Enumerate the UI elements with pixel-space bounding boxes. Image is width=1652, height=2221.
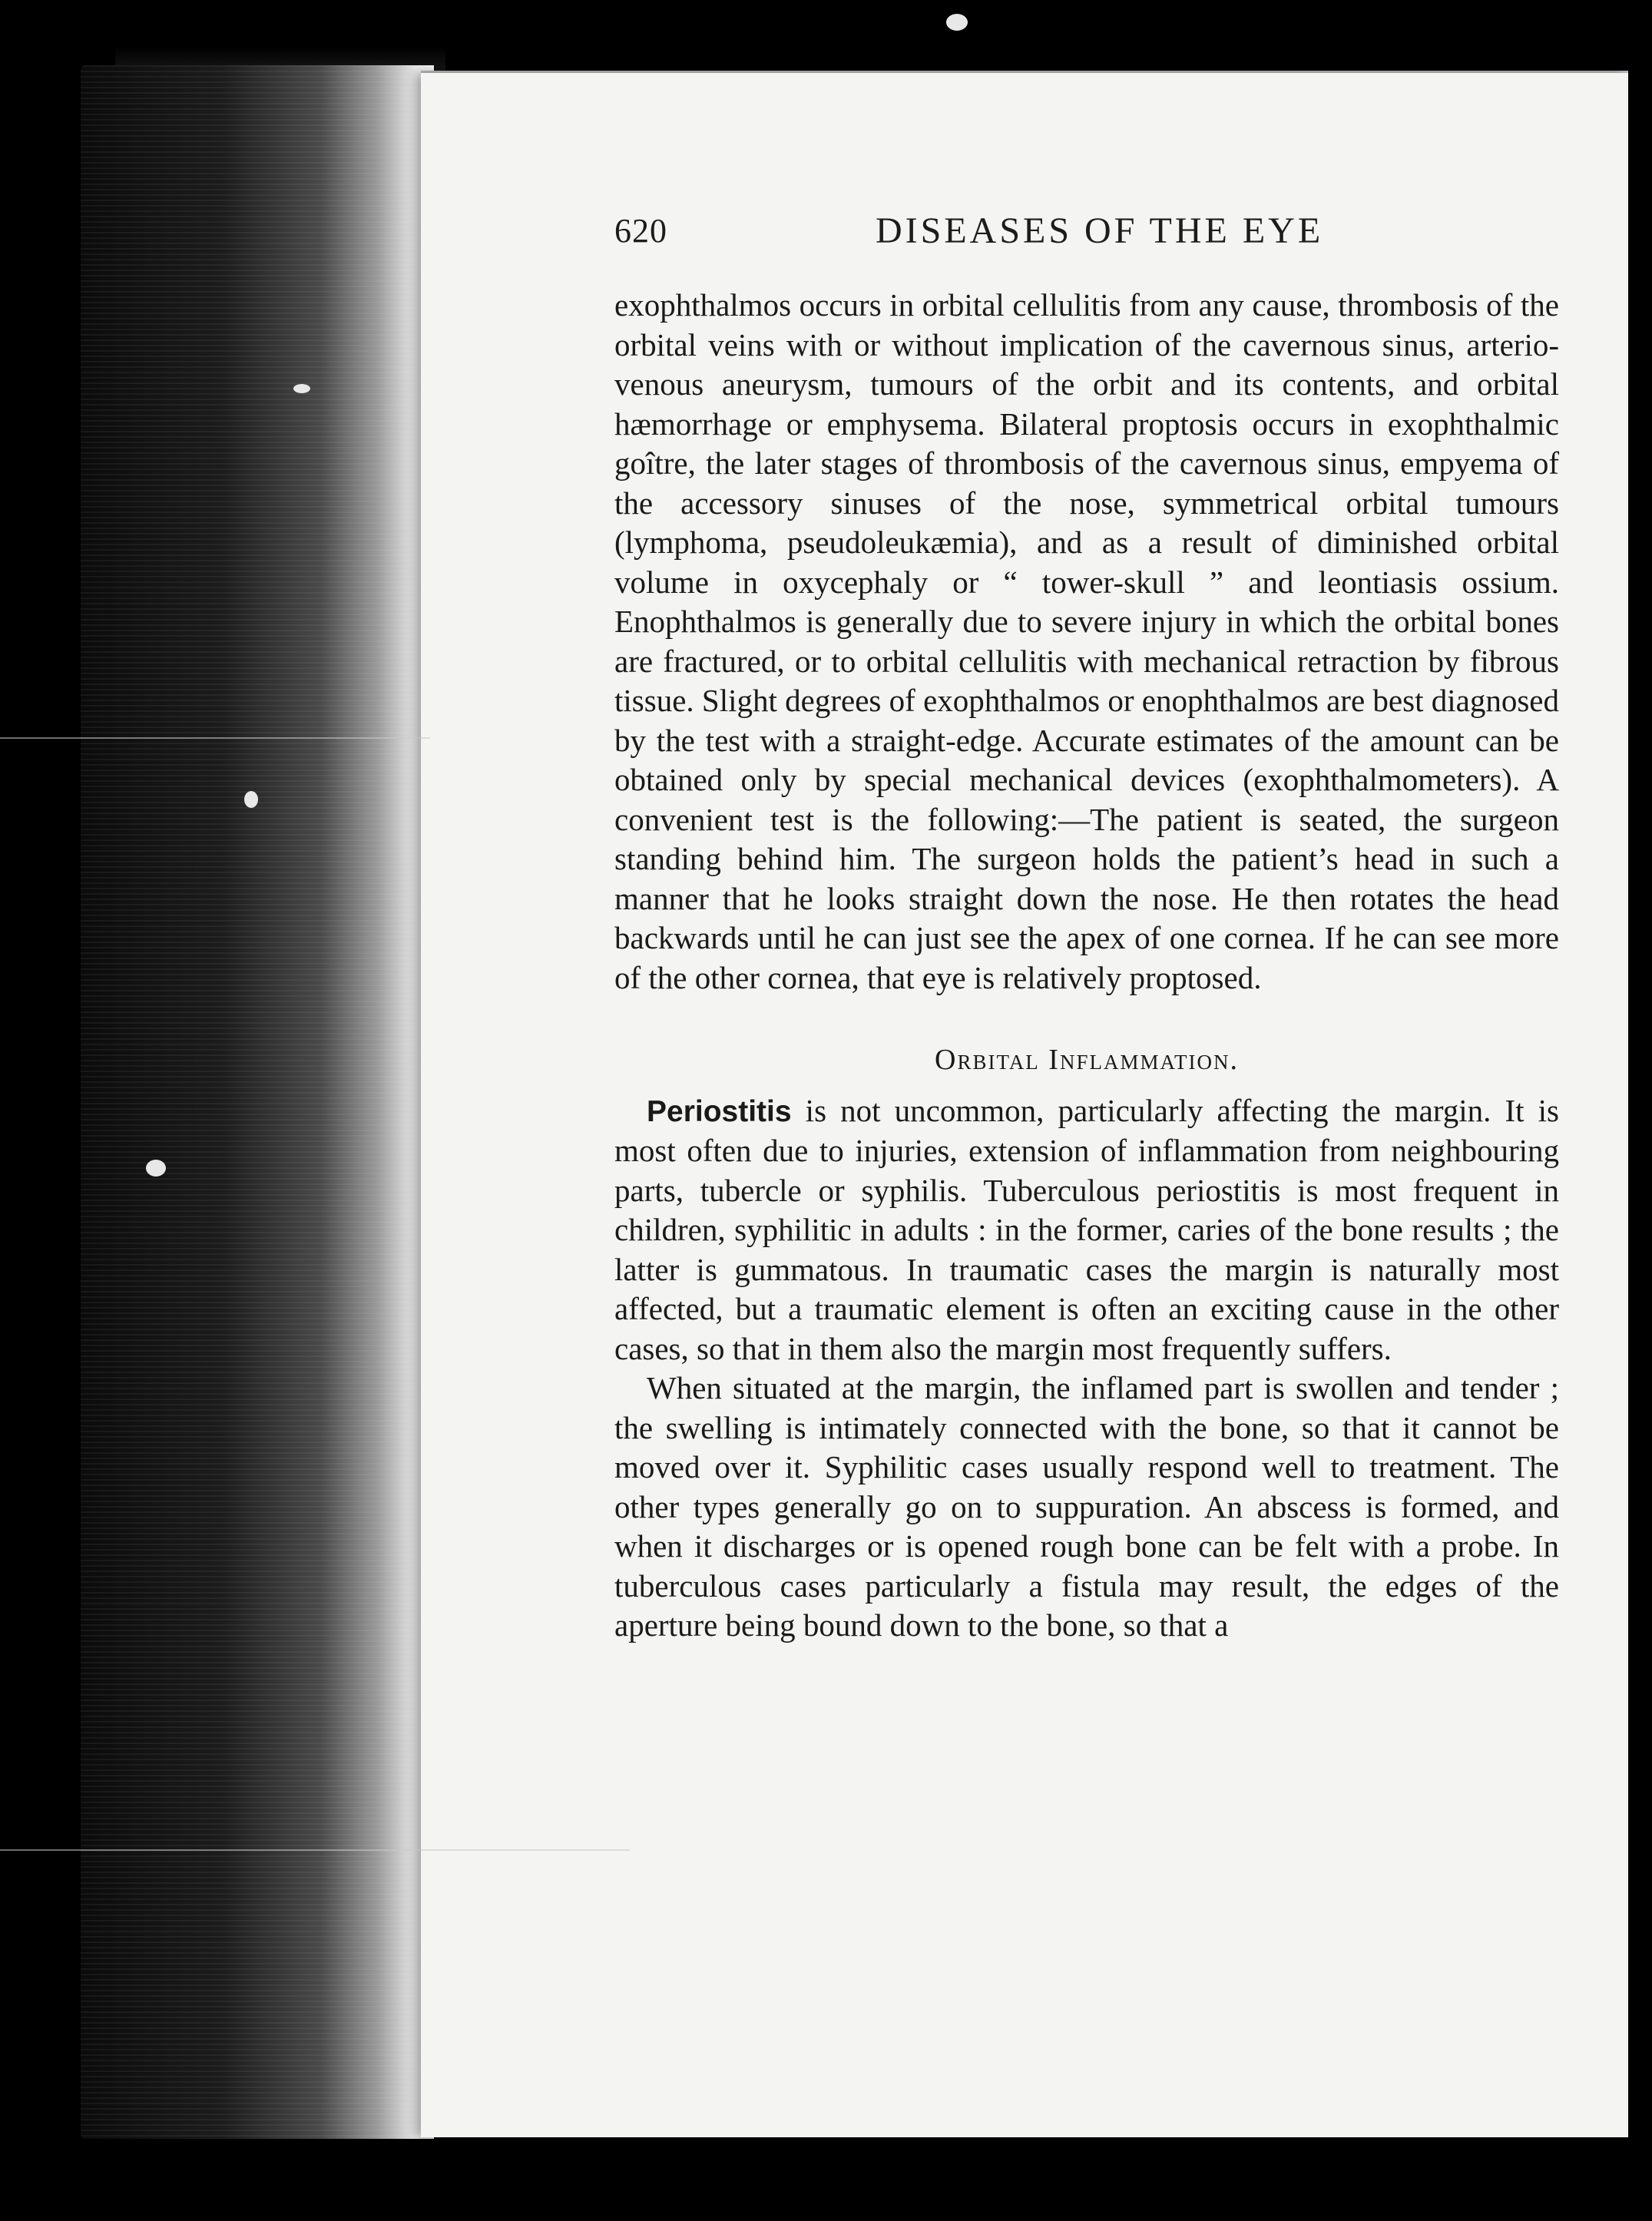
section-heading: Orbital Inflammation. bbox=[935, 1044, 1239, 1076]
body-paragraph bbox=[614, 1091, 1559, 1369]
running-head: DISEASES OF THE EYE bbox=[876, 210, 1324, 251]
dust-speck bbox=[946, 14, 968, 31]
defined-term: Periostitis bbox=[647, 1094, 792, 1128]
scan-artifact-line bbox=[0, 1849, 630, 1851]
scan-artifact-line bbox=[0, 737, 430, 739]
body-paragraph: When situated at the margin, the inflamed part is swollen and tender ; the swelling is intimately connected with the bone, so that it cannot be moved over it. Syphilitic cases usually respond well to treatment. The other types generally go on to suppuration. An abscess is formed, and when it discharges or is opened rough bone can be felt with a probe. In tuberculous cases particularly a fistula may result, the edges of the aperture being bound down to the bone, so that a bbox=[614, 1370, 1559, 1643]
book-page-edges bbox=[81, 65, 434, 2139]
dust-speck bbox=[146, 1160, 166, 1177]
text-column bbox=[614, 286, 1559, 1646]
body-paragraph: exophthalmos occurs in orbital cellulitis from any cause, thrombosis of the orbital veins with or without implication of the cavernous sinus, arterio-venous aneurysm, tumours of the orbit and its contents, and orbital hæmorrhage or emphysema. Bilateral proptosis occurs in exophthalmic goître, the later stages of thrombosis of the cavernous sinus, empyema of the accessory sinuses of the nose, symmetrical orbital tumours (lymphoma, pseudoleukæmia), and as a result of diminished orbital volume in oxycephaly or “ tower-skull ” and leontiasis ossium. Enophthalmos is generally due to severe injury in which the orbital bones are fractured, or to orbital cellulitis with mechanical retraction by fibrous tissue. Slight degrees of exophthalmos or enophthalmos are best diagnosed by the test with a straight-edge. Accurate estimates of the amount can be obtained only by special mechanical devices (exophthalmometers). A convenient test is the following:—The patient is seated, the surgeon standing behind him. The surgeon holds the patient’s head in such a manner that he looks straight down the nose. He then rotates the head backwards until he can just see the apex of one cornea. If he can see more of the other cornea, that eye is relatively proptosed. bbox=[614, 287, 1559, 995]
page-header bbox=[614, 204, 1559, 265]
dust-speck bbox=[293, 384, 310, 393]
page-number: 620 bbox=[614, 212, 667, 250]
paragraph-text: is not uncommon, particularly affecting the margin. It is most often due to injuries, extension of inflammation from neighbouring parts, tubercle or syphilis. Tuberculous periostitis is most frequent in children, syphilitic in adults : in the former, caries of the bone results ; the latter is gummatous. In traumatic cases the margin is naturally most affected, but a traumatic element is often an exciting cause in the other cases, so that in them also the margin most frequently suffers. bbox=[614, 1092, 1559, 1366]
dust-speck bbox=[244, 791, 258, 808]
